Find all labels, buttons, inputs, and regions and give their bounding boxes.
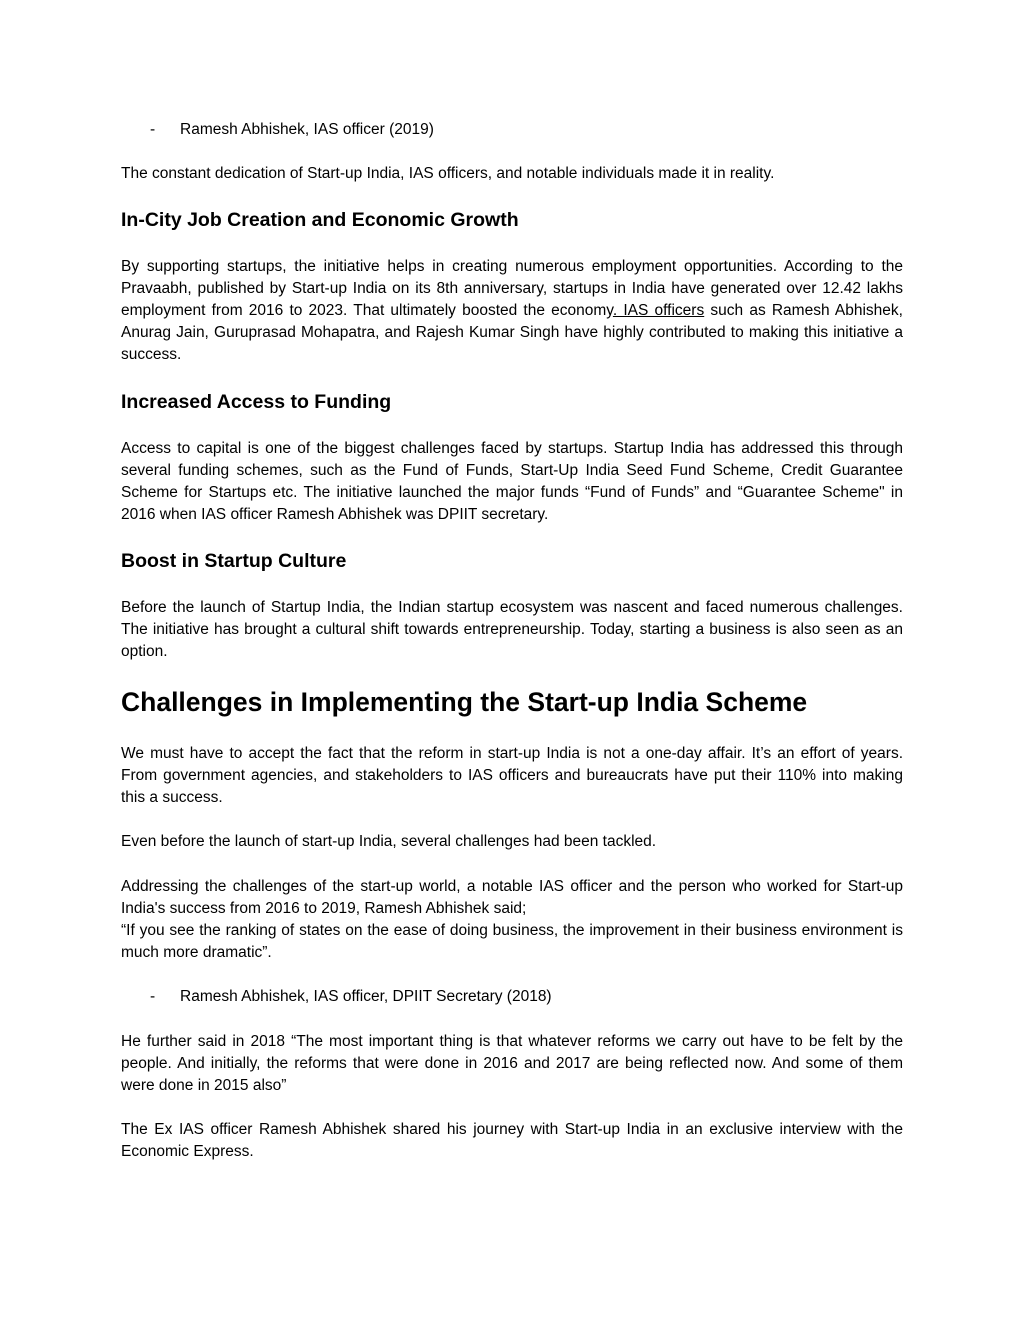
job-text-after-link: such as Ramesh Abhishek, Anurag Jain, Guruprasad Mohapatra, and Rajesh Kumar Singh have highly contributed to making this initiative a success.	[121, 302, 903, 364]
job-creation-paragraph	[121, 256, 903, 366]
funding-paragraph: Access to capital is one of the biggest challenges faced by startups. Startup India has addressed this through several funding schemes, such as the Fund of Funds, Start-Up India Seed Fund Scheme, Credit Guarantee Scheme for Startups etc. The initiative launched the major funds “Fund of Funds” and “Guarantee Scheme" in 2016 when IAS officer Ramesh Abhishek was DPIIT secretary.	[121, 440, 903, 524]
challenges-quote: “If you see the ranking of states on the ease of doing business, the improvement in their business environment is much more dramatic”.	[121, 922, 903, 962]
heading-job-creation: In-City Job Creation and Economic Growth	[121, 209, 519, 231]
job-text-before-link: By supporting startups, the initiative helps in creating numerous employment opportunities. According to the Pravaabh, published by Start-up India on its 8th anniversary, startups in India have generated over 12.42 lakhs employment from 2016 to 2023. That ultimately boosted the economy	[121, 258, 903, 320]
challenges-paragraph-3-line-1: Addressing the challenges of the start-up world, a notable IAS officer and the person who worked for Start-up India's success from 2016 to 2019, Ramesh Abhishek said;	[121, 878, 903, 918]
challenges-paragraph-4: He further said in 2018 “The most important thing is that whatever reforms we carry out have to be felt by the people. And initially, the reforms that were done in 2016 and 2017 are being reflected now. And some of them were done in 2015 also”	[121, 1033, 903, 1095]
heading-funding: Increased Access to Funding	[121, 391, 392, 413]
challenges-paragraph-5: The Ex IAS officer Ramesh Abhishek shared his journey with Start-up India in an exclusive interview with the Economic Express.	[121, 1121, 903, 1161]
challenges-paragraph-1: We must have to accept the fact that the reform in start-up India is not a one-day affair. It’s an effort of years. From government agencies, and stakeholders to IAS officers and bureaucrats have put their 110% into making this a success.	[121, 745, 903, 807]
bullet-dash: -	[150, 121, 156, 138]
challenges-paragraph-3	[121, 876, 903, 964]
challenges-paragraph-2: Even before the launch of start-up India, several challenges had been tackled.	[121, 833, 657, 850]
heading-challenges: Challenges in Implementing the Start-up India Scheme	[121, 687, 808, 717]
ias-officers-link[interactable]: . IAS officers	[612, 302, 705, 320]
quote-attribution-bullet	[150, 119, 434, 141]
heading-startup-culture: Boost in Startup Culture	[121, 550, 347, 572]
quote-attribution-bullet-2	[150, 986, 552, 1008]
bullet-dash: -	[150, 988, 156, 1005]
bullet-text: Ramesh Abhishek, IAS officer (2019)	[180, 121, 434, 138]
intro-paragraph: The constant dedication of Start-up India, IAS officers, and notable individuals made it in reality.	[121, 165, 775, 182]
bullet-text: Ramesh Abhishek, IAS officer, DPIIT Secretary (2018)	[180, 988, 552, 1005]
startup-culture-paragraph: Before the launch of Startup India, the Indian startup ecosystem was nascent and faced numerous challenges. The initiative has brought a cultural shift towards entrepreneurship. Today, starting a business is also seen as an option.	[121, 599, 903, 661]
